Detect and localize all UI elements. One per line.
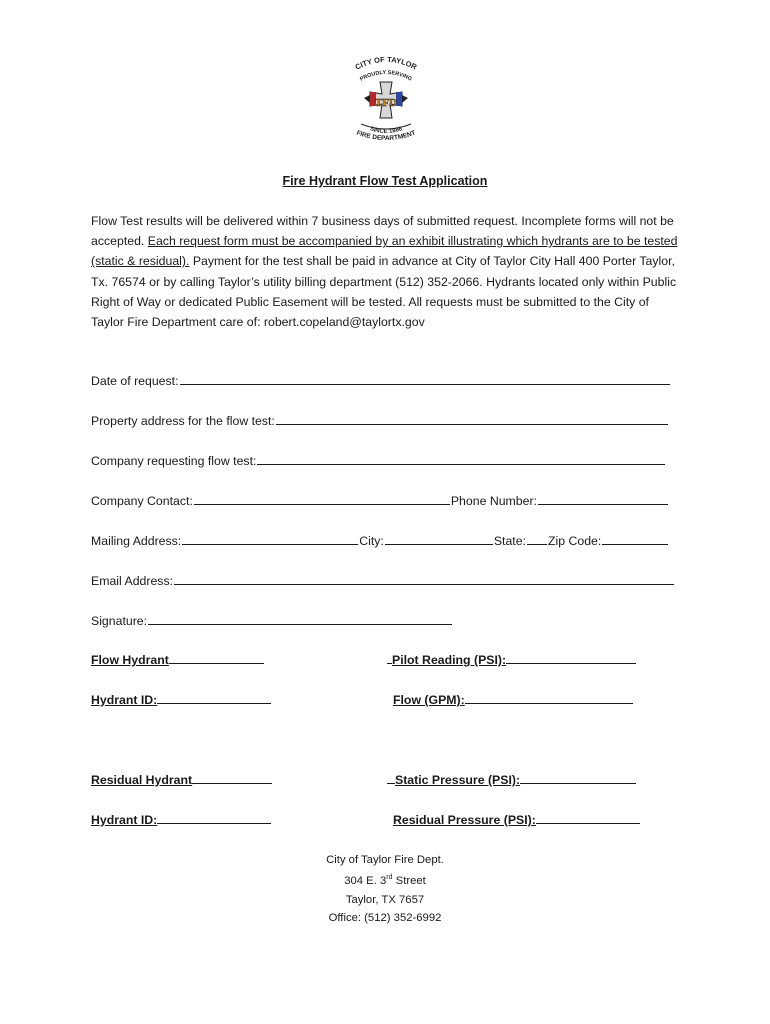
date-of-request-field[interactable]	[91, 374, 671, 388]
residual-pressure-line[interactable]	[536, 813, 640, 824]
flow-hydrant-line[interactable]	[169, 653, 264, 664]
company-requesting-line[interactable]	[257, 454, 665, 465]
signature-line[interactable]	[148, 614, 452, 625]
company-requesting-label: Company requesting flow test:	[91, 454, 257, 468]
footer-city: Taylor, TX 7657	[345, 893, 425, 906]
svg-text:TFD: TFD	[375, 97, 397, 109]
static-pressure-line[interactable]	[520, 773, 636, 784]
footer-address	[0, 851, 770, 927]
company-contact-line[interactable]	[194, 494, 450, 505]
flow-gpm-line[interactable]	[465, 693, 633, 704]
residual-hydrant-label: Residual Hydrant	[91, 773, 193, 787]
signature-label: Signature:	[91, 614, 148, 628]
flow-hydrant-field[interactable]	[91, 653, 264, 667]
city-label: City:	[359, 534, 384, 548]
zip-code-label: Zip Code:	[547, 534, 602, 548]
email-address-field[interactable]	[91, 574, 675, 588]
svg-text:FIRE DEPARTMENT: FIRE DEPARTMENT	[355, 129, 417, 143]
hydrant-id-2-line[interactable]	[157, 813, 271, 824]
svg-text:PROUDLY SERVING: PROUDLY SERVING	[359, 69, 413, 83]
state-line[interactable]	[527, 534, 547, 545]
residual-pressure-field[interactable]	[393, 813, 640, 827]
city-line[interactable]	[385, 534, 493, 545]
date-of-request-line[interactable]	[180, 374, 670, 385]
footer-dept-name: City of Taylor Fire Dept.	[326, 854, 444, 866]
footer-office-phone: Office: (512) 352-6992	[328, 911, 442, 924]
fire-department-logo	[343, 52, 429, 144]
pilot-reading-field[interactable]	[387, 653, 636, 667]
flow-gpm-field[interactable]	[393, 693, 633, 707]
residual-pressure-label: Residual Pressure (PSI):	[393, 813, 536, 827]
signature-field[interactable]	[91, 614, 453, 628]
pilot-reading-line[interactable]	[506, 653, 636, 664]
phone-number-label: Phone Number:	[450, 494, 537, 508]
hydrant-id-1-line[interactable]	[157, 693, 271, 704]
intro-paragraph	[91, 211, 681, 332]
mailing-address-row	[91, 534, 669, 548]
residual-hydrant-line[interactable]	[192, 773, 272, 784]
svg-text:SINCE 1886: SINCE 1886	[369, 126, 403, 136]
flow-hydrant-label: Flow Hydrant	[91, 653, 169, 667]
email-address-line[interactable]	[174, 574, 674, 585]
property-address-line[interactable]	[276, 414, 668, 425]
flow-gpm-label: Flow (GPM):	[393, 693, 465, 707]
hydrant-id-1-field[interactable]	[91, 693, 271, 707]
footer-street-number: 304 E. 3	[344, 875, 387, 888]
intro-text-1: Flow Test results will be delivered within 7 business days of submitted request. Incomplete forms will not be accepted.	[91, 214, 674, 249]
static-pressure-field[interactable]	[387, 773, 636, 787]
footer-street-suffix: rd	[386, 874, 393, 882]
pilot-reading-label: Pilot Reading (PSI):	[392, 653, 507, 667]
property-address-label: Property address for the flow test:	[91, 414, 275, 428]
footer-street-name: Street	[392, 875, 426, 888]
mailing-address-label: Mailing Address:	[91, 534, 182, 548]
email-address-label: Email Address:	[91, 574, 174, 588]
state-label: State:	[493, 534, 526, 548]
hydrant-id-2-label: Hydrant ID:	[91, 813, 158, 827]
form-title: Fire Hydrant Flow Test Application	[282, 174, 488, 188]
intro-underlined-text: Each request form must be accompanied by an exhibit illustrating which hydrants are to be tested (static & residual).	[91, 234, 678, 269]
static-pressure-lead-line	[387, 773, 395, 784]
intro-text-2: Payment for the test shall be paid in advance at City of Taylor City Hall 400 Porter Taylor, Tx. 76574 or by calling Taylor’s utility billing department (512) 352-2066. Hydrants located only within Public Right of Way or dedicated Public Easement will be tested. All requests must be submitted to the City of Taylor Fire Department care of: robert.copeland@taylortx.gov	[91, 254, 677, 330]
company-requesting-field[interactable]	[91, 454, 666, 468]
date-of-request-label: Date of request:	[91, 374, 179, 388]
phone-number-line[interactable]	[538, 494, 668, 505]
hydrant-id-1-label: Hydrant ID:	[91, 693, 158, 707]
residual-hydrant-field[interactable]	[91, 773, 272, 787]
footer-street	[0, 869, 770, 890]
mailing-address-line[interactable]	[182, 534, 358, 545]
static-pressure-label: Static Pressure (PSI):	[395, 773, 521, 787]
hydrant-id-2-field[interactable]	[91, 813, 271, 827]
company-contact-row	[91, 494, 669, 508]
company-contact-label: Company Contact:	[91, 494, 193, 508]
svg-text:CITY OF TAYLOR: CITY OF TAYLOR	[353, 54, 419, 72]
zip-code-line[interactable]	[602, 534, 668, 545]
property-address-field[interactable]	[91, 414, 669, 428]
